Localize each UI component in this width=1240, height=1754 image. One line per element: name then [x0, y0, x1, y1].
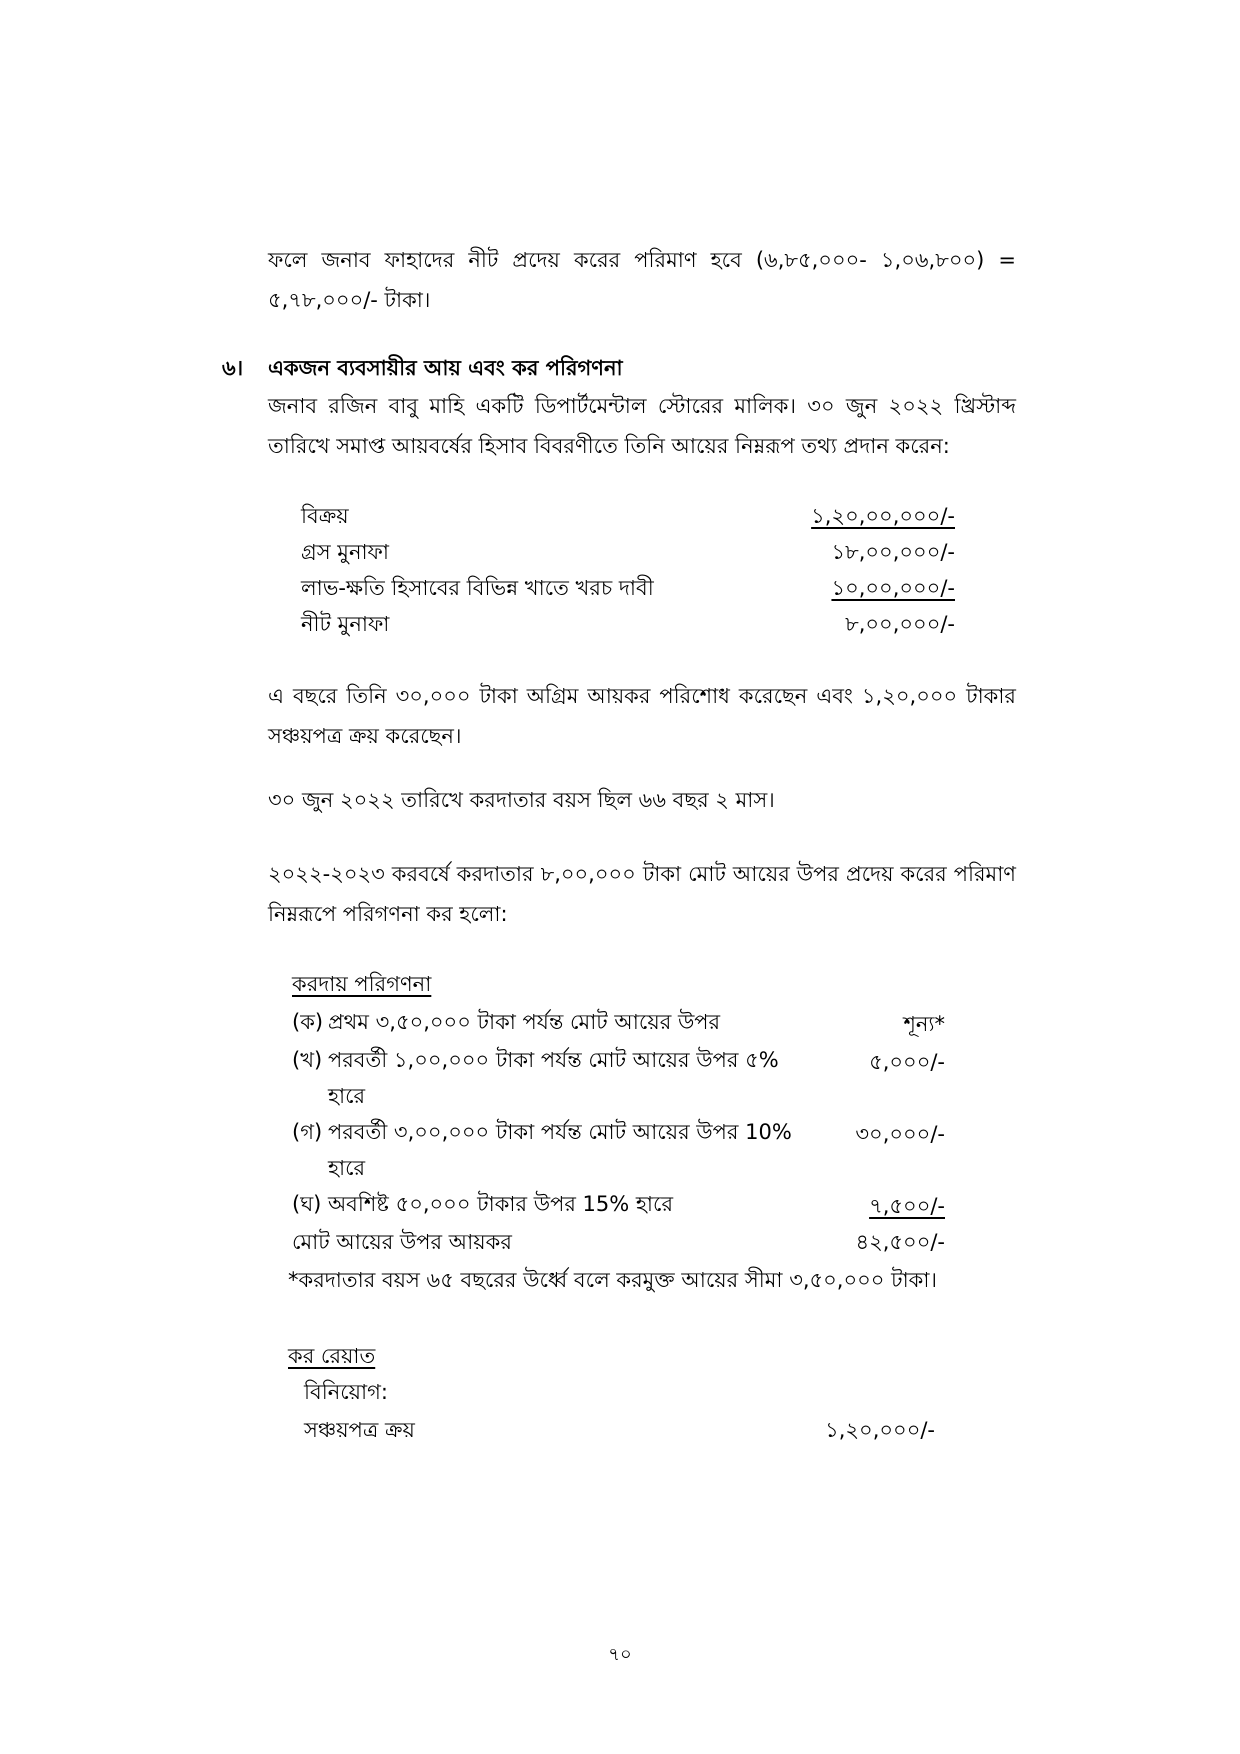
rebate-item-value: ১,২০,০০০/- [825, 1418, 935, 1442]
tax-row-value: ৩০,০০০/- [855, 1122, 945, 1146]
summary-label: লাভ-ক্ষতি হিসাবের বিভিন্ন খাতে খরচ দাবী [301, 576, 654, 600]
rebate-title: কর রেয়াত [288, 1344, 376, 1368]
tax-row-value: শূন্য* [903, 1012, 945, 1036]
section-number: ৬। [222, 356, 244, 380]
tax-row-label [292, 1186, 812, 1222]
summary-value: ৮,০০,০০০/- [845, 612, 955, 636]
section-paragraph-3: ৩০ জুন ২০২২ তারিখে করদাতার বয়স ছিল ৬৬ বছর ২ মাস। [268, 788, 775, 812]
summary-label: গ্রস মুনাফা [301, 540, 389, 564]
tax-row-text: অবশিষ্ট ৫০,০০০ টাকার উপর 15% হারে [328, 1192, 674, 1216]
rebate-item-label: সঞ্চয়পত্র ক্রয় [304, 1418, 415, 1442]
tax-row-tag: (ক) [292, 1010, 324, 1034]
tax-row-continuation: হারে [328, 1156, 366, 1180]
summary-value: ১,২০,০০,০০০/- [811, 504, 955, 528]
tax-row-value: ৫,০০০/- [869, 1050, 945, 1074]
tax-row-text: পরবর্তী ১,০০,০০০ টাকা পর্যন্ত মোট আয়ের উপর ৫% [328, 1048, 779, 1072]
tax-row-tag: (ঘ) [292, 1192, 322, 1216]
tax-row-tag: (খ) [292, 1048, 323, 1072]
summary-value: ১০,০০,০০০/- [831, 576, 955, 600]
intro-paragraph: ফলে জনাব ফাহাদের নীট প্রদেয় করের পরিমাণ হবে (৬,৮৫,০০০- ১,০৬,৮০০) = ৫,৭৮,০০০/- টাকা। [268, 248, 1016, 312]
tax-total-label: মোট আয়ের উপর আয়কর [292, 1230, 512, 1254]
tax-row-tag: (গ) [292, 1120, 323, 1144]
tax-calc-title: করদায় পরিগণনা [292, 972, 432, 996]
tax-row-value: ৭,৫০০/- [869, 1194, 945, 1218]
summary-label: বিক্রয় [301, 504, 349, 528]
section-paragraph-4: ২০২২-২০২৩ করবর্ষে করদাতার ৮,০০,০০০ টাকা মোট আয়ের উপর প্রদেয় করের পরিমাণ নিম্নরূপে পরিগণনা কর হলো: [268, 862, 1016, 926]
page-number: ৭০ [608, 1644, 632, 1665]
tax-total-value: ৪২,৫০০/- [855, 1230, 945, 1254]
section-paragraph-2: এ বছরে তিনি ৩০,০০০ টাকা অগ্রিম আয়কর পরিশোধ করেছেন এবং ১,২০,০০০ টাকার সঞ্চয়পত্র ক্রয় করেছেন। [268, 684, 1016, 748]
tax-row-label [292, 1114, 812, 1186]
tax-row-text: পরবর্তী ৩,০০,০০০ টাকা পর্যন্ত মোট আয়ের উপর 10% [328, 1120, 792, 1144]
summary-label: নীট মুনাফা [301, 612, 390, 636]
tax-row-continuation: হারে [328, 1084, 366, 1108]
rebate-subtitle: বিনিয়োগ: [304, 1380, 388, 1404]
tax-row-label [292, 1004, 812, 1040]
tax-row-label [292, 1042, 812, 1114]
section-paragraph-1: জনাব রজিন বাবু মাহি একটি ডিপার্টমেন্টাল স্টোরের মালিক। ৩০ জুন ২০২২ খ্রিস্টাব্দ তারিখে সমাপ্ত আয়বর্ষের হিসাব বিবরণীতে তিনি আয়ের নিম্নরূপ তথ্য প্রদান করেন: [268, 394, 1016, 458]
tax-row-text: প্রথম ৩,৫০,০০০ টাকা পর্যন্ত মোট আয়ের উপর [328, 1010, 721, 1034]
tax-footnote: *করদাতার বয়স ৬৫ বছরের উর্ধ্বে বলে করমুক্ত আয়ের সীমা ৩,৫০,০০০ টাকা। [288, 1268, 937, 1292]
summary-value: ১৮,০০,০০০/- [831, 540, 955, 564]
section-heading: একজন ব্যবসায়ীর আয় এবং কর পরিগণনা [268, 356, 623, 380]
